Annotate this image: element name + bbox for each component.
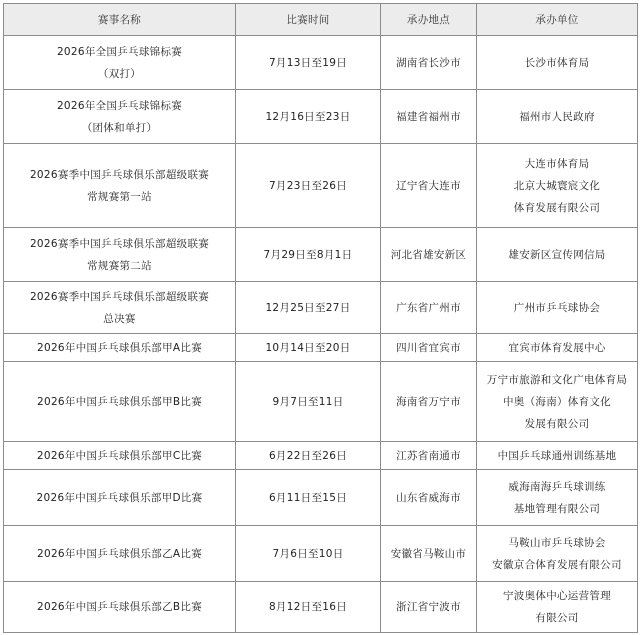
- table-row: [4, 334, 638, 362]
- organizer-line: 安徽京合体育发展有限公司: [492, 558, 622, 571]
- match-date-cell: 6月11日至15日: [236, 470, 381, 526]
- competition-schedule-table: [3, 3, 638, 633]
- table-row: [4, 144, 638, 228]
- organizer-line: 中奥（海南）体育文化: [503, 395, 611, 408]
- table-row: [4, 36, 638, 90]
- match-date-cell: 8月12日至16日: [236, 582, 381, 633]
- table-header-row: [4, 4, 638, 36]
- host-location-cell: 广东省广州市: [381, 282, 477, 334]
- organizer-line: 福州市人民政府: [519, 110, 595, 123]
- table-row: [4, 282, 638, 334]
- host-organizer-cell: [477, 582, 638, 633]
- host-location-cell: 河北省雄安新区: [381, 228, 477, 282]
- match-date-cell: 12月25日至27日: [236, 282, 381, 334]
- organizer-line: 基地管理有限公司: [513, 502, 601, 515]
- host-organizer-cell: [477, 90, 638, 144]
- match-date-cell: 7月6日至10日: [236, 526, 381, 582]
- table-row: [4, 90, 638, 144]
- host-organizer-cell: [477, 470, 638, 526]
- match-date-cell: 6月22日至26日: [236, 442, 381, 470]
- organizer-line: 马鞍山市乒乓球协会: [508, 536, 606, 549]
- event-name-line: 2026赛季中国乒乓球俱乐部超级联赛: [29, 237, 210, 250]
- host-organizer-cell: [477, 228, 638, 282]
- organizer-line: 中国乒乓球通州训练基地: [497, 449, 617, 462]
- header-event-name: 赛事名称: [4, 4, 236, 36]
- organizer-line: 体育发展有限公司: [513, 201, 601, 214]
- header-match-date: 比赛时间: [236, 4, 381, 36]
- host-location-cell: 海南省万宁市: [381, 362, 477, 442]
- host-location-cell: 四川省宜宾市: [381, 334, 477, 362]
- header-host-location: 承办地点: [381, 4, 477, 36]
- event-name-line: （双打）: [97, 67, 142, 80]
- organizer-line: 雄安新区宣传网信局: [508, 248, 606, 261]
- event-name-cell: [4, 526, 236, 582]
- host-location-cell: 山东省威海市: [381, 470, 477, 526]
- event-name-cell: [4, 582, 236, 633]
- event-name-line: （团体和单打）: [81, 121, 158, 134]
- host-organizer-cell: [477, 36, 638, 90]
- organizer-line: 宁波奥体中心运营管理: [503, 590, 611, 602]
- table-row: [4, 362, 638, 442]
- event-name-line: 2026年全国乒乓球锦标赛: [56, 45, 183, 58]
- match-date-cell: 7月23日至26日: [236, 144, 381, 228]
- match-date-cell: 10月14日至20日: [236, 334, 381, 362]
- organizer-line: 广州市乒乓球协会: [513, 301, 601, 314]
- event-name-cell: [4, 442, 236, 470]
- match-date-cell: 7月13日至19日: [236, 36, 381, 90]
- table-row: [4, 526, 638, 582]
- organizer-line: 万宁市旅游和文化广电体育局: [486, 373, 628, 386]
- host-location-cell: 江苏省南通市: [381, 442, 477, 470]
- host-organizer-cell: [477, 334, 638, 362]
- event-name-line: 2026年中国乒乓球俱乐部乙A比赛: [36, 547, 202, 560]
- event-name-cell: [4, 36, 236, 90]
- host-location-cell: 湖南省长沙市: [381, 36, 477, 90]
- event-name-line: 2026年中国乒乓球俱乐部甲C比赛: [36, 449, 203, 462]
- host-organizer-cell: [477, 526, 638, 582]
- organizer-line: 长沙市体育局: [524, 56, 590, 69]
- event-name-line: 常规赛第二站: [87, 259, 152, 272]
- event-name-line: 2026赛季中国乒乓球俱乐部超级联赛: [29, 168, 210, 181]
- event-name-cell: [4, 228, 236, 282]
- event-name-cell: [4, 144, 236, 228]
- host-location-cell: 福建省福州市: [381, 90, 477, 144]
- host-organizer-cell: [477, 442, 638, 470]
- host-location-cell: 安徽省马鞍山市: [381, 526, 477, 582]
- organizer-line: 宜宾市体育发展中心: [508, 341, 606, 354]
- organizer-line: 发展有限公司: [524, 417, 590, 430]
- table-row: [4, 582, 638, 633]
- event-name-line: 总决赛: [103, 312, 136, 325]
- organizer-line: 大连市体育局: [524, 157, 590, 170]
- host-organizer-cell: [477, 362, 638, 442]
- event-name-line: 常规赛第一站: [87, 190, 152, 203]
- header-host-organizer: 承办单位: [477, 4, 638, 36]
- event-name-cell: [4, 282, 236, 334]
- event-name-line: 2026年中国乒乓球俱乐部甲B比赛: [36, 395, 203, 408]
- event-name-line: 2026赛季中国乒乓球俱乐部超级联赛: [29, 290, 210, 303]
- event-name-cell: [4, 90, 236, 144]
- event-name-cell: [4, 362, 236, 442]
- event-name-line: 2026年中国乒乓球俱乐部甲A比赛: [36, 341, 202, 354]
- table-row: [4, 442, 638, 470]
- table-row: [4, 228, 638, 282]
- host-location-cell: 浙江省宁波市: [381, 582, 477, 633]
- host-organizer-cell: [477, 282, 638, 334]
- host-organizer-cell: [477, 144, 638, 228]
- match-date-cell: 12月16日至23日: [236, 90, 381, 144]
- host-location-cell: 辽宁省大连市: [381, 144, 477, 228]
- organizer-line: 北京大城寰宸文化: [513, 179, 601, 192]
- event-name-line: 2026年中国乒乓球俱乐部乙B比赛: [36, 601, 203, 613]
- organizer-line: 有限公司: [535, 612, 579, 624]
- match-date-cell: 9月7日至11日: [236, 362, 381, 442]
- event-name-line: 2026年中国乒乓球俱乐部甲D比赛: [36, 491, 203, 504]
- match-date-cell: 7月29日至8月1日: [236, 228, 381, 282]
- event-name-line: 2026年全国乒乓球锦标赛: [56, 99, 183, 112]
- event-name-cell: [4, 470, 236, 526]
- organizer-line: 威海南海乒乓球训练: [508, 480, 606, 493]
- table-row: [4, 470, 638, 526]
- event-name-cell: [4, 334, 236, 362]
